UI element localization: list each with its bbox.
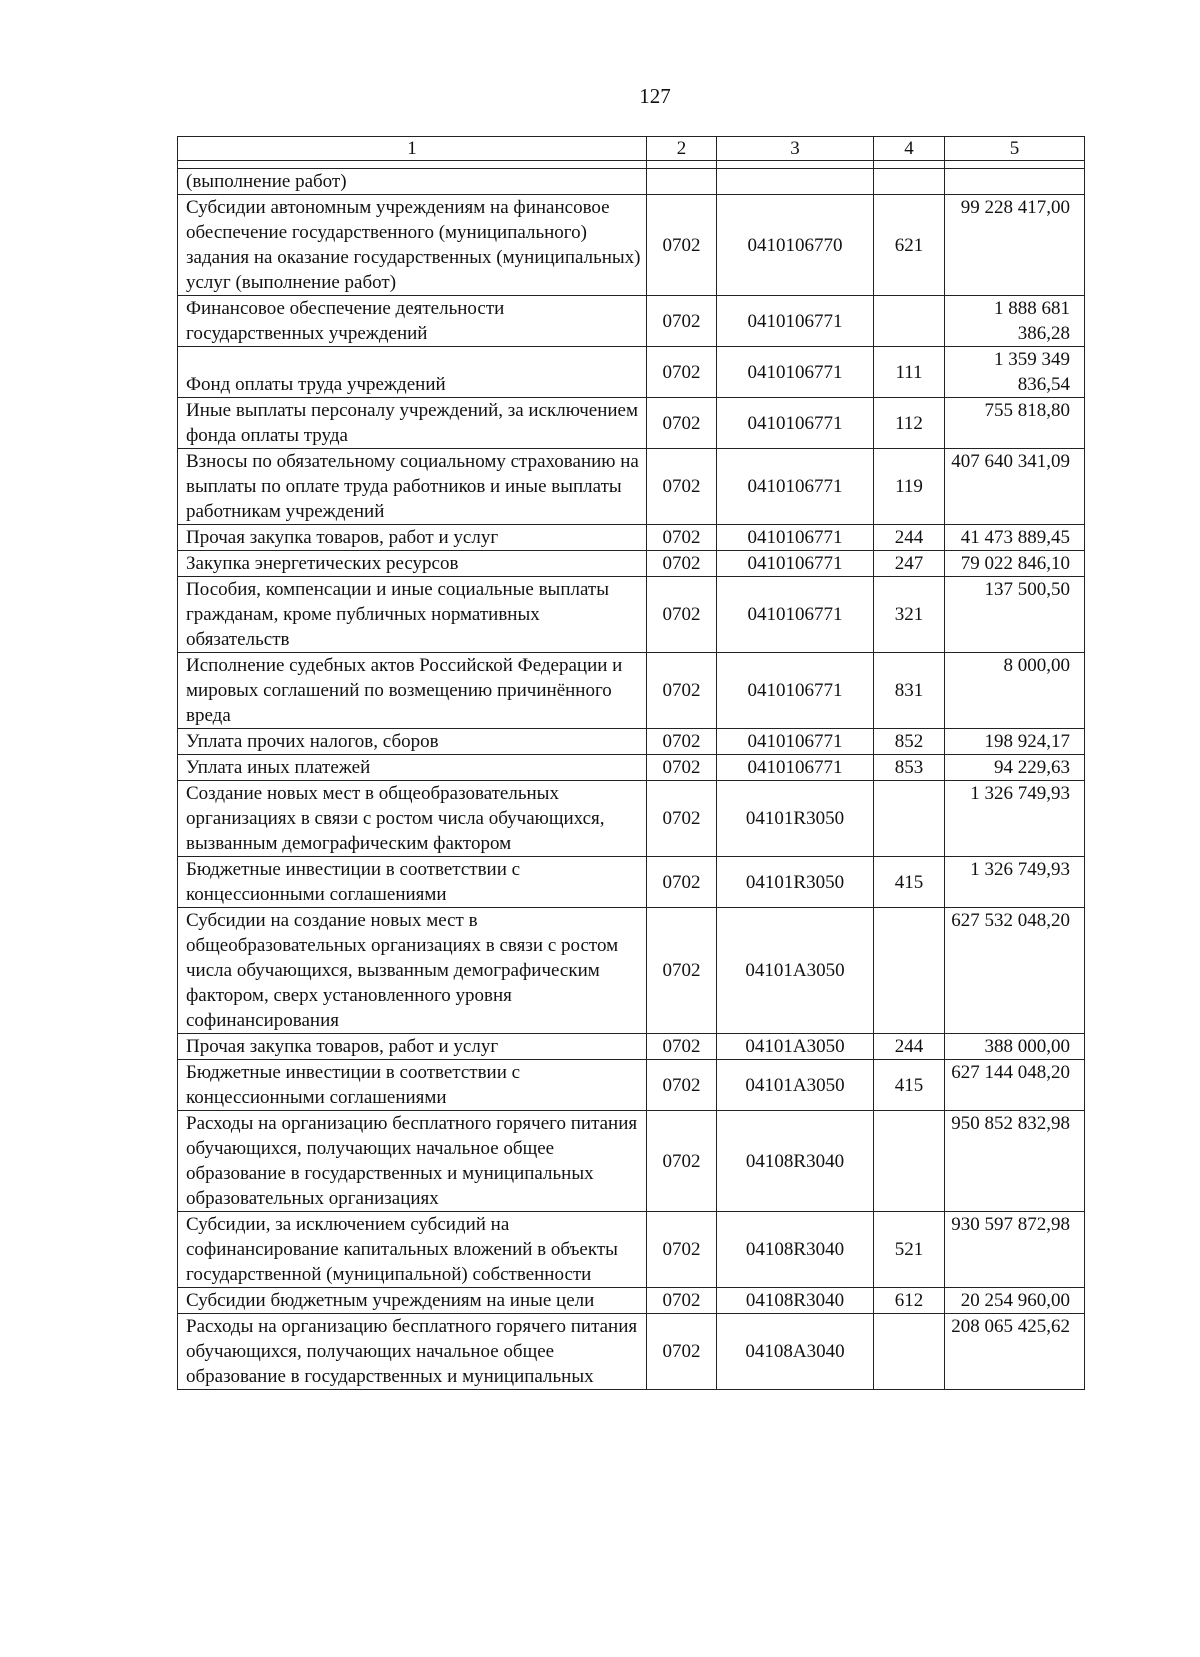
target-article-cell: 0410106771	[717, 577, 874, 653]
amount-cell: 137 500,50	[945, 577, 1085, 653]
target-article-cell	[717, 169, 874, 195]
target-article-cell: 04101R3050	[717, 857, 874, 908]
expense-type-cell: 852	[874, 729, 945, 755]
amount-cell: 388 000,00	[945, 1034, 1085, 1060]
target-article-cell: 04101A3050	[717, 1034, 874, 1060]
header-row	[178, 137, 1085, 161]
expense-name-cell: Субсидии автономным учреждениям на финансовое обеспечение государственного (муниципального) задания на оказание государственных (муниципальных) услуг (выполнение работ)	[178, 195, 647, 296]
amount-cell: 94 229,63	[945, 755, 1085, 781]
expense-type-cell	[874, 781, 945, 857]
section-code-cell: 0702	[647, 1060, 717, 1111]
expense-name-cell: Прочая закупка товаров, работ и услуг	[178, 1034, 647, 1060]
expense-type-cell: 621	[874, 195, 945, 296]
expense-name-cell: Исполнение судебных актов Российской Федерации и мировых соглашений по возмещению причинённого вреда	[178, 653, 647, 729]
target-article-cell: 0410106771	[717, 525, 874, 551]
amount-cell: 930 597 872,98	[945, 1212, 1085, 1288]
section-code-cell: 0702	[647, 347, 717, 398]
section-code-cell	[647, 169, 717, 195]
expense-name-cell: Субсидии на создание новых мест в общеобразовательных организациях в связи с ростом числа обучающихся, вызванным демографическим фактором, сверх установленного уровня софинансирования	[178, 908, 647, 1034]
expense-type-cell	[874, 296, 945, 347]
header-col-5: 5	[945, 137, 1085, 161]
expense-name-cell: Финансовое обеспечение деятельности государственных учреждений	[178, 296, 647, 347]
expense-type-cell: 321	[874, 577, 945, 653]
target-article-cell: 0410106771	[717, 449, 874, 525]
expense-name-cell: Субсидии бюджетным учреждениям на иные цели	[178, 1288, 647, 1314]
table-row	[178, 398, 1085, 449]
amount-cell: 950 852 832,98	[945, 1111, 1085, 1212]
expense-type-cell: 853	[874, 755, 945, 781]
section-code-cell: 0702	[647, 1034, 717, 1060]
expense-type-cell: 521	[874, 1212, 945, 1288]
target-article-cell: 0410106771	[717, 347, 874, 398]
table-row	[178, 525, 1085, 551]
header-col-3: 3	[717, 137, 874, 161]
header-col-2: 2	[647, 137, 717, 161]
expense-type-cell: 244	[874, 1034, 945, 1060]
target-article-cell: 04108R3040	[717, 1212, 874, 1288]
section-code-cell: 0702	[647, 729, 717, 755]
expense-type-cell: 244	[874, 525, 945, 551]
amount-cell: 1 326 749,93	[945, 857, 1085, 908]
expense-name-cell: Фонд оплаты труда учреждений	[178, 347, 647, 398]
spacer-cell	[945, 161, 1085, 169]
table-row	[178, 1212, 1085, 1288]
target-article-cell: 0410106770	[717, 195, 874, 296]
expense-name-cell: Расходы на организацию бесплатного горячего питания обучающихся, получающих начальное общее образование в государственных и муниципальных	[178, 1314, 647, 1390]
expense-name-cell: (выполнение работ)	[178, 169, 647, 195]
expense-name-cell: Иные выплаты персоналу учреждений, за исключением фонда оплаты труда	[178, 398, 647, 449]
expense-name-cell: Бюджетные инвестиции в соответствии с концессионными соглашениями	[178, 857, 647, 908]
expense-name-cell: Пособия, компенсации и иные социальные выплаты гражданам, кроме публичных нормативных обязательств	[178, 577, 647, 653]
table-row	[178, 296, 1085, 347]
section-code-cell: 0702	[647, 653, 717, 729]
target-article-cell: 04108A3040	[717, 1314, 874, 1390]
table-row	[178, 195, 1085, 296]
target-article-cell: 04101A3050	[717, 908, 874, 1034]
expense-type-cell: 247	[874, 551, 945, 577]
table-row	[178, 1314, 1085, 1390]
header-col-1: 1	[178, 137, 647, 161]
expense-name-cell: Создание новых мест в общеобразовательных организациях в связи с ростом числа обучающихся, вызванным демографическим фактором	[178, 781, 647, 857]
expense-type-cell	[874, 1111, 945, 1212]
amount-cell: 1 888 681 386,28	[945, 296, 1085, 347]
expense-type-cell: 112	[874, 398, 945, 449]
table-row	[178, 449, 1085, 525]
amount-cell	[945, 169, 1085, 195]
spacer-cell	[647, 161, 717, 169]
table-row	[178, 755, 1085, 781]
expense-name-cell: Бюджетные инвестиции в соответствии с концессионными соглашениями	[178, 1060, 647, 1111]
expense-name-cell: Закупка энергетических ресурсов	[178, 551, 647, 577]
table-body	[178, 169, 1085, 1390]
expense-name-cell: Расходы на организацию бесплатного горячего питания обучающихся, получающих начальное общее образование в государственных и муниципальных образовательных организациях	[178, 1111, 647, 1212]
budget-table	[177, 136, 1085, 1390]
amount-cell: 20 254 960,00	[945, 1288, 1085, 1314]
section-code-cell: 0702	[647, 525, 717, 551]
amount-cell: 41 473 889,45	[945, 525, 1085, 551]
target-article-cell: 04101A3050	[717, 1060, 874, 1111]
expense-name-cell: Уплата иных платежей	[178, 755, 647, 781]
target-article-cell: 04101R3050	[717, 781, 874, 857]
target-article-cell: 0410106771	[717, 729, 874, 755]
section-code-cell: 0702	[647, 781, 717, 857]
section-code-cell: 0702	[647, 1314, 717, 1390]
expense-type-cell: 831	[874, 653, 945, 729]
section-code-cell: 0702	[647, 1212, 717, 1288]
table-row	[178, 1034, 1085, 1060]
expense-name-cell: Прочая закупка товаров, работ и услуг	[178, 525, 647, 551]
expense-name-cell: Взносы по обязательному социальному страхованию на выплаты по оплате труда работников и иные выплаты работникам учреждений	[178, 449, 647, 525]
table-row	[178, 1111, 1085, 1212]
table-header	[178, 137, 1085, 169]
expense-name-cell: Уплата прочих налогов, сборов	[178, 729, 647, 755]
header-spacer-row	[178, 161, 1085, 169]
section-code-cell: 0702	[647, 755, 717, 781]
table-row	[178, 577, 1085, 653]
expense-type-cell: 612	[874, 1288, 945, 1314]
amount-cell: 198 924,17	[945, 729, 1085, 755]
spacer-cell	[178, 161, 647, 169]
header-col-4: 4	[874, 137, 945, 161]
table-row	[178, 781, 1085, 857]
expense-name-cell: Субсидии, за исключением субсидий на софинансирование капитальных вложений в объекты государственной (муниципальной) собственности	[178, 1212, 647, 1288]
table-row	[178, 169, 1085, 195]
section-code-cell: 0702	[647, 398, 717, 449]
section-code-cell: 0702	[647, 1111, 717, 1212]
expense-type-cell	[874, 1314, 945, 1390]
table-row	[178, 857, 1085, 908]
section-code-cell: 0702	[647, 195, 717, 296]
amount-cell: 1 359 349 836,54	[945, 347, 1085, 398]
target-article-cell: 0410106771	[717, 296, 874, 347]
expense-type-cell	[874, 908, 945, 1034]
target-article-cell: 04108R3040	[717, 1111, 874, 1212]
table-row	[178, 347, 1085, 398]
table-row	[178, 1060, 1085, 1111]
table-row	[178, 1288, 1085, 1314]
section-code-cell: 0702	[647, 577, 717, 653]
target-article-cell: 0410106771	[717, 398, 874, 449]
table-row	[178, 908, 1085, 1034]
amount-cell: 1 326 749,93	[945, 781, 1085, 857]
amount-cell: 627 532 048,20	[945, 908, 1085, 1034]
table-row	[178, 729, 1085, 755]
amount-cell: 208 065 425,62	[945, 1314, 1085, 1390]
target-article-cell: 0410106771	[717, 755, 874, 781]
expense-type-cell: 111	[874, 347, 945, 398]
section-code-cell: 0702	[647, 908, 717, 1034]
amount-cell: 99 228 417,00	[945, 195, 1085, 296]
section-code-cell: 0702	[647, 449, 717, 525]
section-code-cell: 0702	[647, 551, 717, 577]
expense-type-cell: 415	[874, 1060, 945, 1111]
page-number: 127	[639, 84, 671, 108]
target-article-cell: 0410106771	[717, 653, 874, 729]
table-row	[178, 653, 1085, 729]
table-row	[178, 551, 1085, 577]
amount-cell: 627 144 048,20	[945, 1060, 1085, 1111]
section-code-cell: 0702	[647, 1288, 717, 1314]
amount-cell: 8 000,00	[945, 653, 1085, 729]
section-code-cell: 0702	[647, 296, 717, 347]
expense-type-cell: 119	[874, 449, 945, 525]
section-code-cell: 0702	[647, 857, 717, 908]
target-article-cell: 0410106771	[717, 551, 874, 577]
spacer-cell	[717, 161, 874, 169]
expense-type-cell	[874, 169, 945, 195]
amount-cell: 755 818,80	[945, 398, 1085, 449]
target-article-cell: 04108R3040	[717, 1288, 874, 1314]
expense-type-cell: 415	[874, 857, 945, 908]
amount-cell: 79 022 846,10	[945, 551, 1085, 577]
spacer-cell	[874, 161, 945, 169]
amount-cell: 407 640 341,09	[945, 449, 1085, 525]
